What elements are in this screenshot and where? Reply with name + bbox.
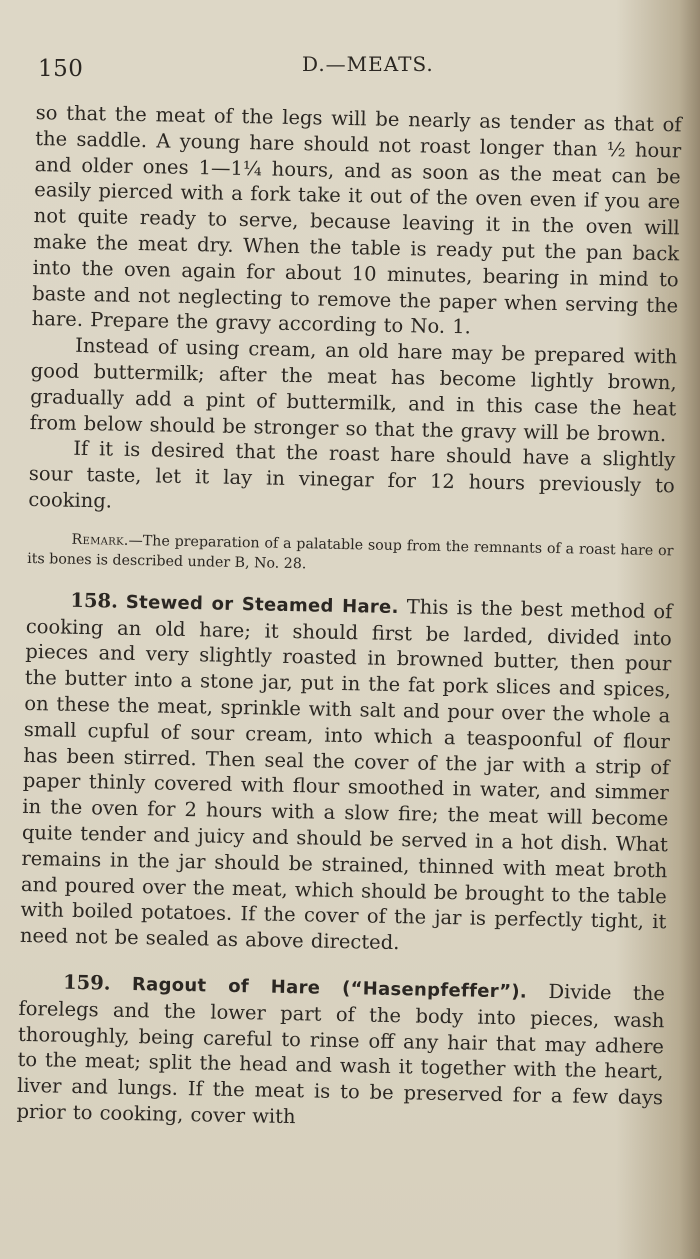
page-header bbox=[38, 52, 660, 84]
section-158 bbox=[20, 587, 673, 961]
running-head: D.—MEATS. bbox=[302, 52, 434, 76]
remark-note bbox=[27, 529, 674, 581]
page-number: 150 bbox=[38, 56, 84, 82]
section-158-title: Stewed or Steamed Hare. bbox=[125, 591, 399, 618]
page-body bbox=[16, 100, 682, 1137]
section-159 bbox=[16, 969, 665, 1137]
paragraph-buttermilk: Instead of using cream, an old hare may be prepared with good buttermilk; after the meat has become lightly brown, gradually add a pint of buttermilk, and in this case the heat from below should be stronger so that the gravy will be brown. bbox=[29, 333, 678, 446]
paragraph-continued: so that the meat of the legs will be nearly as tender as that of the saddle. A young hare should not roast longer than ½ hour and older ones 1—1¼ hours, and as soon as the meat can be easily pierced with a fork take it out of the oven even if you are not quite ready to serve, because leaving it in the oven will make the meat dry. When the table is ready put the pan back into the oven again for about 10 minutes, bearing in mind to baste and not neglecting to remove the paper when serving the hare. Prepare the gravy according to No. 1. bbox=[31, 100, 682, 339]
section-159-text: Divide the forelegs and the lower part of the body into pieces, wash thoroughly, being careful to rinse off any hair that may adhere to the meat; split the head and wash it together with the heart, liver and lungs. If the meat is to be preserved for a few days prior to cooking, cover with bbox=[16, 979, 666, 1129]
section-159-title: Ragout of Hare (“Hasenpfeffer”). bbox=[131, 973, 528, 1003]
section-159-number: 159. bbox=[62, 970, 111, 995]
paragraph-vinegar: If it is desired that the roast hare should have a slightly sour taste, let it lay in vinegar for 12 hours previously to cooking. bbox=[28, 437, 676, 513]
section-158-number: 158. bbox=[70, 588, 119, 613]
section-158-text: This is the best method of cooking an old hare; it should first be larded, divided into pieces and very slightly roasted in browned butter, then pour the butter into a stone jar, put in the fat pork slices and spices, on these the meat, sprinkle with salt and pour over the whole a small cupful of sour cream, into which a teaspoonful of flour has been stirred. Then seal the cover of the jar with a strip of paper thinly covered with flour smoothed in water, and simmer in the oven for 2 hours with a slow fire; the meat will become quite tender and juicy and should be served in a hot dish. What remains in the jar should be strained, thinned with meat broth and poured over the meat, which should be brought to the table with boiled potatoes. If the cover of the jar is perfectly tight, it need not be sealed as above directed. bbox=[19, 594, 673, 955]
remark-text: —The preparation of a palatable soup from the remnants of a roast hare or its bones is described under B, No. 28. bbox=[27, 532, 674, 573]
remark-label: Remark. bbox=[71, 531, 129, 549]
